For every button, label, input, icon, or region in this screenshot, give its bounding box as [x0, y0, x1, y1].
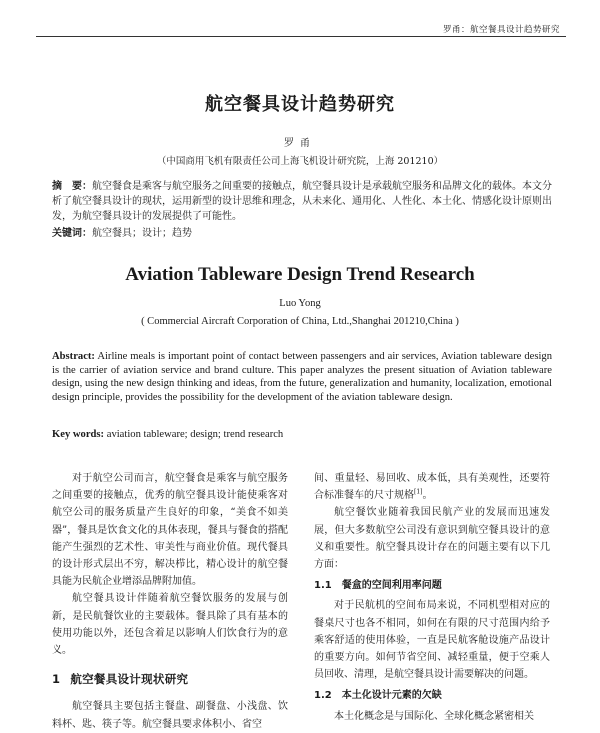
subsection-title: 餐盒的空间利用率问题	[341, 580, 442, 592]
english-keywords	[52, 428, 552, 441]
english-title: Aviation Tableware Design Trend Research	[125, 264, 475, 285]
section-title: 航空餐具设计现状研究	[70, 672, 189, 687]
chinese-abstract	[52, 179, 552, 225]
section-heading-1	[52, 671, 288, 688]
body-paragraph-continued	[314, 470, 550, 504]
body-paragraph: 对于民航机的空间布局来说，不同机型相对应的餐桌尺寸也各不相同，如何在有限的尺寸范围内给予乘客舒适的使用体验，一直是民航客舱设施产品设计的重要方向。如何节省空间、减轻重量，便于空乘人员回收、清理，是航空餐具设计需要解决的问题。	[314, 600, 550, 681]
english-abstract	[52, 350, 552, 404]
body-paragraph: 航空餐饮业随着我国民航产业的发展而迅速发展，但大多数航空公司没有意识到航空餐具设计的意义和重要性。航空餐具设计存在的问题主要有以下几方面：	[314, 507, 550, 571]
header-rule	[36, 36, 566, 37]
subsection-title: 本土化设计元素的欠缺	[341, 690, 442, 702]
body-right-column	[314, 470, 550, 725]
chinese-author: 罗甬	[284, 138, 316, 149]
chinese-keywords-text: 航空餐具；设计；趋势	[92, 228, 192, 239]
subsection-number: 1.1	[314, 580, 332, 592]
citation-ref: [1]	[414, 488, 423, 496]
english-keywords-label: Key words:	[52, 429, 105, 440]
english-author: Luo Yong	[279, 298, 321, 309]
subsection-heading-1-1	[314, 577, 550, 594]
body-left-column	[52, 470, 288, 733]
body-text: 间、重量轻、易回收、成本低，具有美观性，还要符合标准餐车的尺寸规格	[314, 473, 550, 502]
body-paragraph: 对于航空公司而言，航空餐食是乘客与航空服务之间重要的接触点，优秀的航空餐具设计能使乘客对航空公司的服务质量产生良好的印象，“美食不如美器”，餐具是饮食文化的具体表现，餐具与餐食的搭配能产生强烈的艺术性、审美性与商业价值。现代餐具的设计形式层出不穷，解决栉比，精心设计的航空餐具能为民航企业增添品牌附加值。	[52, 473, 288, 588]
english-abstract-text: Airline meals is important point of contact between passengers and air services, Aviation tableware design is the carrier of aviation service and brand culture. This paper analyzes the present situation of Aviation tableware design, using the new design thinking and ideas, from the future, generalization and humanity, localization, emotional design principle, provides the possibility for the development of the aviation tableware design.	[52, 351, 552, 403]
running-header: 罗甬：航空餐具设计趋势研究	[442, 25, 560, 35]
body-paragraph: 本土化概念是与国际化、全球化概念紧密相关	[334, 710, 534, 722]
section-number: 1	[52, 672, 61, 687]
english-keywords-text: aviation tableware; design; trend research	[104, 429, 284, 440]
body-paragraph: 航空餐具主要包括主餐盘、副餐盘、小浅盘、饮料杯、匙、筷子等。航空餐具要求体积小、省空	[52, 701, 288, 730]
english-abstract-label: Abstract:	[52, 351, 95, 362]
subsection-heading-1-2	[314, 687, 550, 704]
chinese-keywords-label: 关键词：	[52, 228, 92, 239]
chinese-abstract-label: 摘 要：	[52, 181, 92, 192]
english-affiliation: ( Commercial Aircraft Corporation of China, Ltd.,Shanghai 201210,China )	[141, 316, 459, 327]
chinese-title: 航空餐具设计趋势研究	[205, 94, 395, 115]
body-paragraph: 航空餐具设计伴随着航空餐饮服务的发展与创新，是民航餐饮业的主要载体。餐具除了具有基本的使用功能以外，还包含着足以影响人们饮食行为的意义。	[52, 593, 288, 657]
body-text-end: 。	[422, 490, 433, 502]
chinese-abstract-text: 航空餐食是乘客与航空服务之间重要的接触点，航空餐具设计是承载航空服务和品牌文化的载体。本文分析了航空餐具设计的现状，运用新型的设计思维和理念，从未来化、通用化、人性化、本土化、情感化设计原则出发，为航空餐具设计的发展提供了可能性。	[52, 181, 552, 223]
chinese-affiliation: （中国商用飞机有限责任公司上海飞机设计研究院，上海 201210）	[156, 156, 444, 167]
subsection-number: 1.2	[314, 690, 332, 702]
chinese-keywords	[52, 226, 552, 241]
